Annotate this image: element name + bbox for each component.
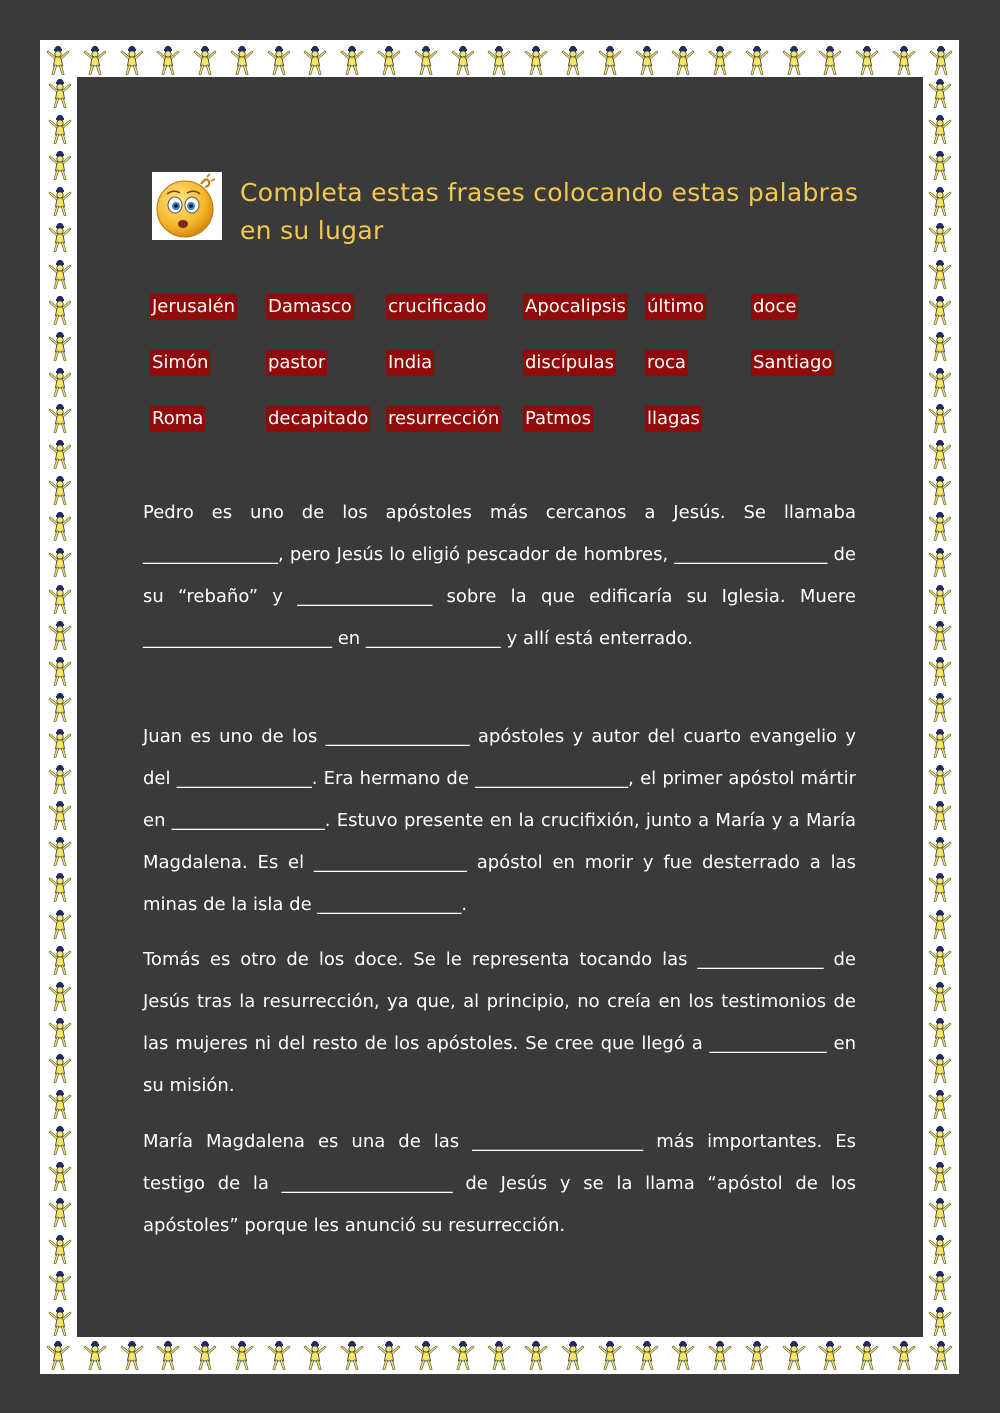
cartoon-figure-icon bbox=[928, 439, 952, 469]
cartoon-figure-icon bbox=[48, 547, 72, 577]
cartoon-figure-icon bbox=[83, 45, 107, 75]
cartoon-figure-icon bbox=[230, 1340, 254, 1370]
cartoon-figure-icon bbox=[928, 1234, 952, 1264]
word-bank-word: último bbox=[645, 294, 706, 320]
cartoon-figure-icon bbox=[635, 1340, 659, 1370]
cartoon-figure-icon bbox=[193, 1340, 217, 1370]
cartoon-figure-icon bbox=[708, 1340, 732, 1370]
cartoon-figure-icon bbox=[745, 1340, 769, 1370]
cartoon-figure-icon bbox=[928, 150, 952, 180]
cartoon-figure-icon bbox=[929, 1340, 953, 1370]
word-bank-word: discípulas bbox=[523, 350, 616, 376]
cartoon-figure-icon bbox=[48, 78, 72, 108]
cartoon-figure-icon bbox=[929, 45, 953, 75]
cartoon-figure-icon bbox=[267, 1340, 291, 1370]
cartoon-figure-icon bbox=[48, 475, 72, 505]
cartoon-figure-icon bbox=[48, 620, 72, 650]
cartoon-figure-icon bbox=[120, 1340, 144, 1370]
cartoon-figure-icon bbox=[487, 45, 511, 75]
cartoon-figure-icon bbox=[340, 1340, 364, 1370]
instructions-title: Completa estas frases colocando estas palabras en su lugar bbox=[240, 178, 859, 245]
cartoon-figure-icon bbox=[48, 656, 72, 686]
cartoon-figure-icon bbox=[928, 692, 952, 722]
word-bank-word: Santiago bbox=[751, 350, 834, 376]
cartoon-figure-icon bbox=[451, 1340, 475, 1370]
cartoon-figure-icon bbox=[303, 1340, 327, 1370]
cartoon-figure-icon bbox=[48, 439, 72, 469]
cartoon-figure-icon bbox=[671, 1340, 695, 1370]
cartoon-figure-icon bbox=[818, 1340, 842, 1370]
cartoon-figure-icon bbox=[156, 45, 180, 75]
cartoon-figure-icon bbox=[48, 222, 72, 252]
cartoon-figure-icon bbox=[928, 620, 952, 650]
cartoon-figure-icon bbox=[48, 1234, 72, 1264]
decorative-border-bottom bbox=[46, 1338, 953, 1372]
cartoon-figure-icon bbox=[928, 259, 952, 289]
word-bank-word: llagas bbox=[645, 406, 702, 432]
cartoon-figure-icon bbox=[48, 1017, 72, 1047]
cartoon-figure-icon bbox=[48, 1270, 72, 1300]
cartoon-figure-icon bbox=[928, 1161, 952, 1191]
cartoon-figure-icon bbox=[928, 78, 952, 108]
cartoon-figure-icon bbox=[48, 692, 72, 722]
cartoon-figure-icon bbox=[193, 45, 217, 75]
cartoon-figure-icon bbox=[524, 45, 548, 75]
word-bank-word: Apocalipsis bbox=[523, 294, 628, 320]
cartoon-figure-icon bbox=[48, 981, 72, 1011]
cartoon-figure-icon bbox=[855, 45, 879, 75]
cartoon-figure-icon bbox=[377, 1340, 401, 1370]
cartoon-figure-icon bbox=[524, 1340, 548, 1370]
cartoon-figure-icon bbox=[928, 1017, 952, 1047]
decorative-border-right bbox=[925, 78, 955, 1336]
cartoon-figure-icon bbox=[635, 45, 659, 75]
cartoon-figure-icon bbox=[48, 511, 72, 541]
cartoon-figure-icon bbox=[745, 45, 769, 75]
cartoon-figure-icon bbox=[48, 1161, 72, 1191]
cartoon-figure-icon bbox=[782, 1340, 806, 1370]
cartoon-figure-icon bbox=[340, 45, 364, 75]
cartoon-figure-icon bbox=[120, 45, 144, 75]
cartoon-figure-icon bbox=[928, 872, 952, 902]
cartoon-figure-icon bbox=[377, 45, 401, 75]
cartoon-figure-icon bbox=[156, 1340, 180, 1370]
cartoon-figure-icon bbox=[48, 945, 72, 975]
word-bank-word: Roma bbox=[150, 406, 205, 432]
cartoon-figure-icon bbox=[928, 114, 952, 144]
cartoon-figure-icon bbox=[451, 45, 475, 75]
cartoon-figure-icon bbox=[928, 1197, 952, 1227]
word-bank-word: resurrección bbox=[386, 406, 501, 432]
cartoon-figure-icon bbox=[708, 45, 732, 75]
cartoon-figure-icon bbox=[855, 1340, 879, 1370]
cartoon-figure-icon bbox=[48, 403, 72, 433]
word-bank-word: Jerusalén bbox=[150, 294, 237, 320]
cartoon-figure-icon bbox=[928, 331, 952, 361]
cartoon-figure-icon bbox=[928, 222, 952, 252]
cartoon-figure-icon bbox=[48, 186, 72, 216]
cartoon-figure-icon bbox=[48, 872, 72, 902]
cartoon-figure-icon bbox=[928, 186, 952, 216]
paragraph-pedro: Pedro es uno de los apóstoles más cercanos a Jesús. Se llamaba _______________, pero Jesús lo eligió pescador de hombres, _________________ de su “rebaño” y _______________ sobre la que edificaría su Iglesia. Muere _____________________ en _______________ y allí está enterrado. bbox=[143, 502, 856, 649]
decorative-border-left bbox=[45, 78, 75, 1336]
cartoon-figure-icon bbox=[48, 1053, 72, 1083]
cartoon-figure-icon bbox=[928, 909, 952, 939]
cartoon-figure-icon bbox=[892, 1340, 916, 1370]
word-bank-word: crucificado bbox=[386, 294, 488, 320]
cartoon-figure-icon bbox=[928, 764, 952, 794]
cartoon-figure-icon bbox=[48, 584, 72, 614]
cartoon-figure-icon bbox=[928, 584, 952, 614]
cartoon-figure-icon bbox=[928, 1053, 952, 1083]
cartoon-figure-icon bbox=[928, 511, 952, 541]
cartoon-figure-icon bbox=[892, 45, 916, 75]
cartoon-figure-icon bbox=[48, 1306, 72, 1336]
cartoon-figure-icon bbox=[230, 45, 254, 75]
paragraph-tomas: Tomás es otro de los doce. Se le representa tocando las ______________ de Jesús tras la resurrección, ya que, al principio, no creía en los testimonios de las mujeres ni del resto de los apóstoles. Se cree que llegó a _____________ en su misión. bbox=[143, 949, 856, 1096]
cartoon-figure-icon bbox=[48, 1089, 72, 1119]
cartoon-figure-icon bbox=[414, 45, 438, 75]
word-bank-word: decapitado bbox=[266, 406, 370, 432]
cartoon-figure-icon bbox=[46, 45, 70, 75]
cartoon-figure-icon bbox=[303, 45, 327, 75]
cartoon-figure-icon bbox=[928, 1306, 952, 1336]
cartoon-figure-icon bbox=[928, 475, 952, 505]
cartoon-figure-icon bbox=[928, 367, 952, 397]
cartoon-figure-icon bbox=[818, 45, 842, 75]
cartoon-figure-icon bbox=[928, 1270, 952, 1300]
word-bank-word: Patmos bbox=[523, 406, 593, 432]
paragraph-juan: Juan es uno de los ________________ apóstoles y autor del cuarto evangelio y del _______________. Era hermano de _________________, el primer apóstol mártir en _________________. Estuvo presente en la crucifixión, junto a María y a María Magdalena. Es el _________________ apóstol en morir y fue desterrado a las minas de la isla de ________________. bbox=[143, 726, 856, 915]
word-bank-word: India bbox=[386, 350, 434, 376]
cartoon-figure-icon bbox=[928, 728, 952, 758]
cartoon-figure-icon bbox=[48, 728, 72, 758]
word-bank-word: Damasco bbox=[266, 294, 354, 320]
cartoon-figure-icon bbox=[48, 836, 72, 866]
cartoon-figure-icon bbox=[598, 45, 622, 75]
cartoon-figure-icon bbox=[928, 1125, 952, 1155]
cartoon-figure-icon bbox=[48, 764, 72, 794]
cartoon-figure-icon bbox=[46, 1340, 70, 1370]
cartoon-figure-icon bbox=[598, 1340, 622, 1370]
cartoon-figure-icon bbox=[782, 45, 806, 75]
cartoon-figure-icon bbox=[48, 259, 72, 289]
cartoon-figure-icon bbox=[48, 1125, 72, 1155]
cartoon-figure-icon bbox=[48, 800, 72, 830]
word-bank-word: Simón bbox=[150, 350, 210, 376]
cartoon-figure-icon bbox=[928, 656, 952, 686]
confused-face-icon bbox=[152, 172, 222, 240]
cartoon-figure-icon bbox=[928, 945, 952, 975]
cartoon-figure-icon bbox=[48, 150, 72, 180]
cartoon-figure-icon bbox=[928, 800, 952, 830]
word-bank-word: roca bbox=[645, 350, 688, 376]
cartoon-figure-icon bbox=[928, 836, 952, 866]
cartoon-figure-icon bbox=[48, 909, 72, 939]
cartoon-figure-icon bbox=[561, 45, 585, 75]
cartoon-figure-icon bbox=[267, 45, 291, 75]
cartoon-figure-icon bbox=[487, 1340, 511, 1370]
cartoon-figure-icon bbox=[83, 1340, 107, 1370]
cartoon-figure-icon bbox=[48, 367, 72, 397]
cartoon-figure-icon bbox=[561, 1340, 585, 1370]
cartoon-figure-icon bbox=[928, 403, 952, 433]
cartoon-figure-icon bbox=[48, 331, 72, 361]
cartoon-figure-icon bbox=[48, 114, 72, 144]
word-bank-word: pastor bbox=[266, 350, 327, 376]
cartoon-figure-icon bbox=[928, 547, 952, 577]
cartoon-figure-icon bbox=[928, 1089, 952, 1119]
decorative-border-top bbox=[46, 43, 953, 77]
cartoon-figure-icon bbox=[671, 45, 695, 75]
cartoon-figure-icon bbox=[48, 1197, 72, 1227]
cartoon-figure-icon bbox=[928, 981, 952, 1011]
cartoon-figure-icon bbox=[414, 1340, 438, 1370]
paragraph-maria-magdalena: María Magdalena es una de las ___________________ más importantes. Es testigo de la ___________________ de Jesús y se la llama “apóstol de los apóstoles” porque les anunció su resurrección. bbox=[143, 1131, 856, 1236]
word-bank-word: doce bbox=[751, 294, 798, 320]
cartoon-figure-icon bbox=[48, 295, 72, 325]
cartoon-figure-icon bbox=[928, 295, 952, 325]
